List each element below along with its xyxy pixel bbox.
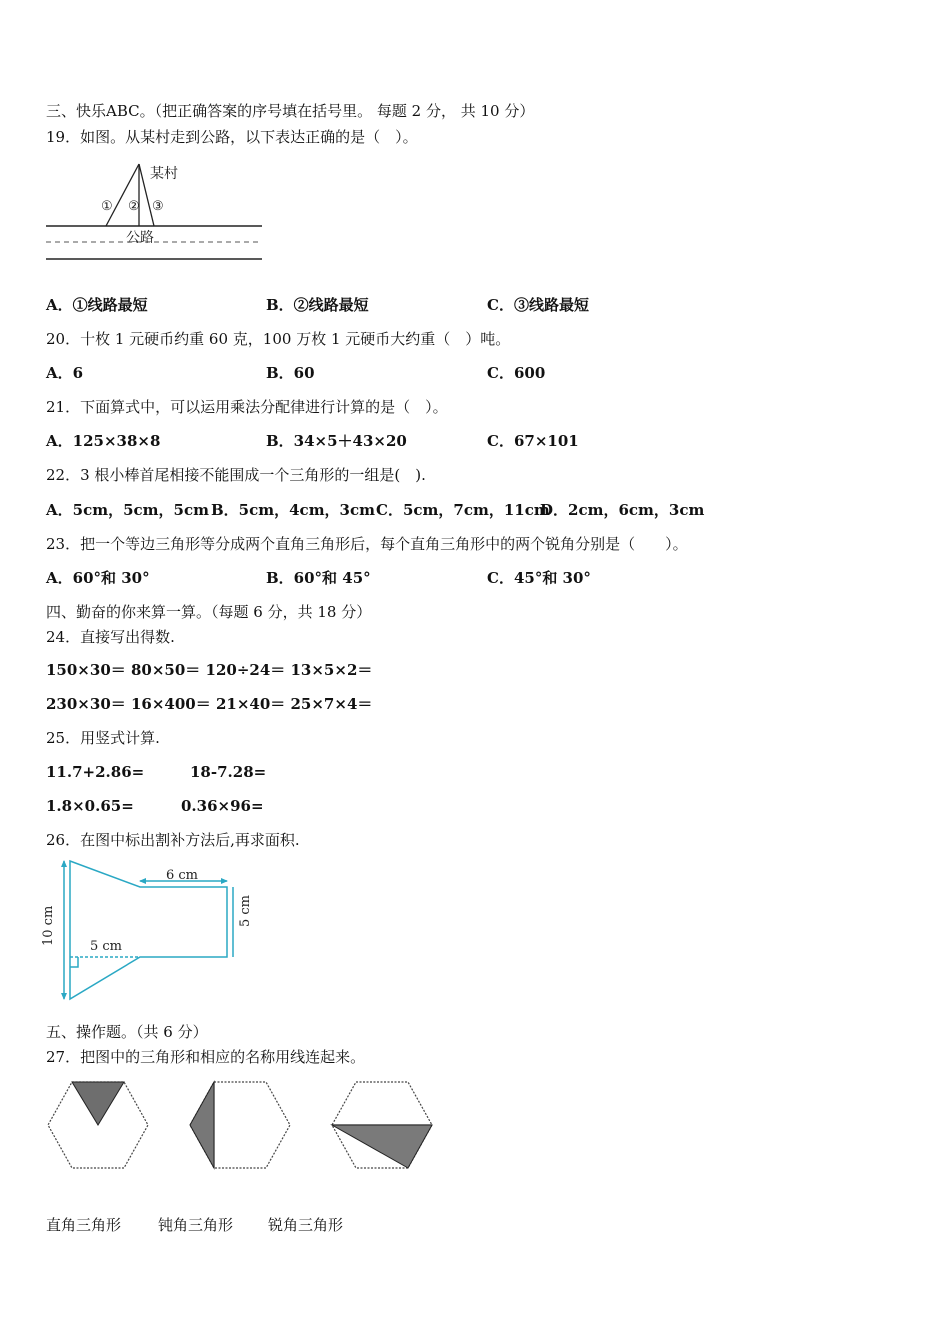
hexagon-2 <box>188 1080 292 1170</box>
q24-row2: 230×30＝ 16×400＝ 21×40＝ 25×7×4＝ <box>46 695 373 713</box>
q22-option-d: D．2cm，6cm，3cm <box>540 501 705 519</box>
q20-option-a: A．6 <box>46 364 84 382</box>
name-acute-triangle: 锐角三角形 <box>268 1216 344 1234</box>
q22-option-b: B．5cm，4cm，3cm <box>211 501 376 519</box>
section4-title: 四、勤奋的你来算一算。（每题 6 分，共 18 分） <box>46 603 372 621</box>
road-label: 公路 <box>126 230 154 246</box>
dim-right-label: 5 cm <box>238 894 253 927</box>
triangle-2 <box>190 1082 214 1168</box>
q24-row1: 150×30＝ 80×50＝ 120÷24＝ 13×5×2＝ <box>46 661 373 679</box>
route-3-mark: ③ <box>152 199 164 214</box>
q22-option-a: A．5cm，5cm，5cm <box>46 501 209 519</box>
dim-top-label: 6 cm <box>166 868 199 883</box>
q23-stem: 23．把一个等边三角形等分成两个直角三角形后，每个直角三角形中的两个锐角分别是（ ）。 <box>46 535 688 553</box>
q24-stem: 24．直接写出得数. <box>46 628 175 646</box>
route-1 <box>106 164 139 226</box>
q21-option-a: A．125×38×8 <box>46 432 161 450</box>
route-1-mark: ① <box>101 199 113 214</box>
hexagon-3 <box>330 1080 434 1170</box>
village-label: 某村 <box>150 166 178 182</box>
dim-left-label: 10 cm <box>41 905 56 946</box>
q25-item-b: 18-7.28= <box>190 763 267 781</box>
q21-option-b: B．34×5＋43×20 <box>266 432 407 450</box>
right-angle-mark <box>70 957 78 967</box>
hexagon-1 <box>46 1080 150 1170</box>
q19-figure <box>46 160 266 265</box>
q25-item-a: 11.7+2.86= <box>46 763 145 781</box>
q26-stem: 26．在图中标出割补方法后,再求面积. <box>46 831 300 849</box>
q23-option-b: B．60°和 45° <box>266 569 371 587</box>
q26-figure <box>40 856 260 1006</box>
q22-option-c: C．5cm，7cm，11cm <box>376 501 550 519</box>
q22-stem: 22．3 根小棒首尾相接不能围成一个三角形的一组是( ). <box>46 466 426 484</box>
dim-mid-label: 5 cm <box>90 939 123 954</box>
q19-stem: 19．如图。从某村走到公路，以下表达正确的是（ ）。 <box>46 128 418 146</box>
section3-title: 三、快乐ABC。（把正确答案的序号填在括号里。 每题 2 分， 共 10 分） <box>46 102 535 120</box>
q25-item-d: 0.36×96= <box>181 797 264 815</box>
q25-stem: 25．用竖式计算. <box>46 729 160 747</box>
q23-option-c: C．45°和 30° <box>487 569 591 587</box>
route-2-mark: ② <box>128 199 140 214</box>
q25-item-c: 1.8×0.65= <box>46 797 134 815</box>
section5-title: 五、操作题。（共 6 分） <box>46 1023 208 1041</box>
q21-stem: 21．下面算式中，可以运用乘法分配律进行计算的是（ ）。 <box>46 398 448 416</box>
q19-option-b: B．②线路最短 <box>266 296 369 314</box>
name-obtuse-triangle: 钝角三角形 <box>158 1216 234 1234</box>
q21-option-c: C．67×101 <box>487 432 579 450</box>
q20-option-c: C．600 <box>487 364 546 382</box>
q23-option-a: A．60°和 30° <box>46 569 150 587</box>
q20-stem: 20．十枚 1 元硬币约重 60 克，100 万枚 1 元硬币大约重（ ）吨。 <box>46 330 511 348</box>
name-right-triangle: 直角三角形 <box>46 1216 122 1234</box>
q20-option-b: B．60 <box>266 364 315 382</box>
q19-option-a: A．①线路最短 <box>46 296 148 314</box>
q27-stem: 27．把图中的三角形和相应的名称用线连起来。 <box>46 1048 366 1066</box>
q19-option-c: C．③线路最短 <box>487 296 589 314</box>
